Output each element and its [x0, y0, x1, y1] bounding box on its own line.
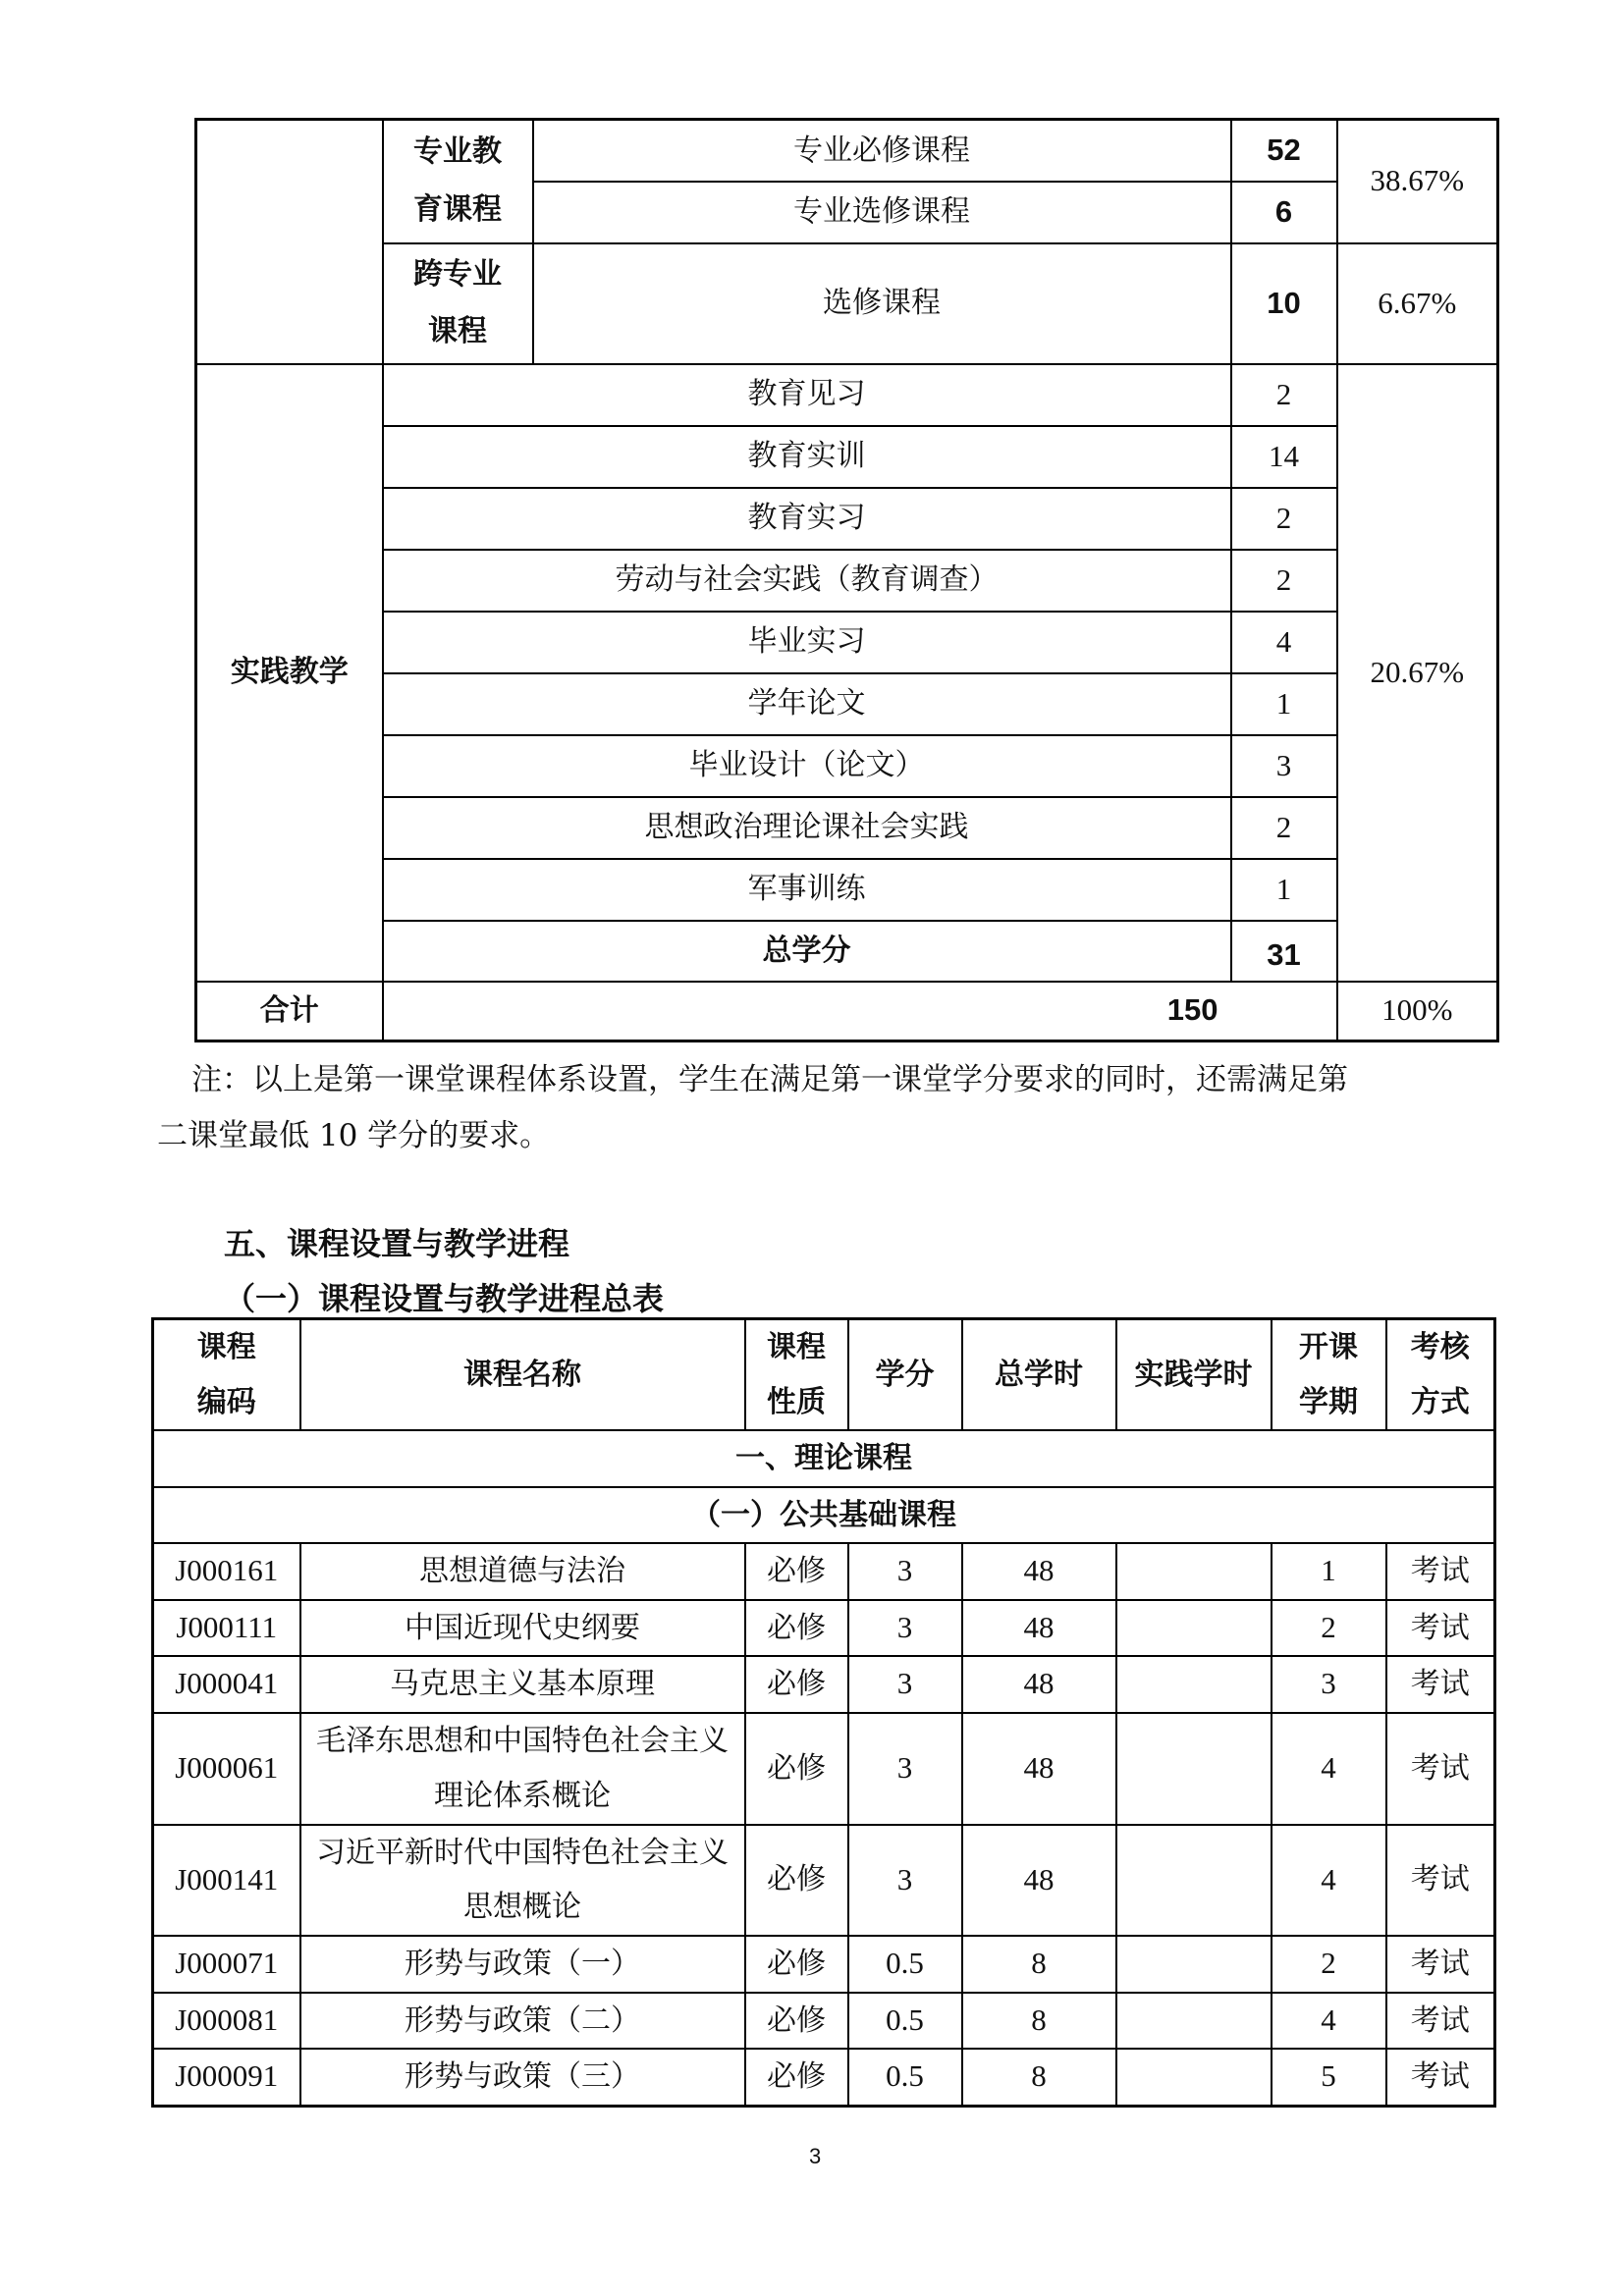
column-header — [962, 1319, 1116, 1431]
subsection-heading: （一）课程设置与教学进程总表 — [224, 1280, 665, 1317]
credits-cell: 52 — [1231, 120, 1337, 182]
course-hours: 48 — [962, 1656, 1116, 1713]
practice-item-name: 劳动与社会实践（教育调查） — [383, 550, 1231, 612]
cell-line: 跨专业 — [413, 256, 502, 292]
table-row — [196, 550, 1498, 612]
course-hours: 48 — [962, 1713, 1116, 1825]
course-term: 2 — [1272, 1936, 1386, 1993]
section-heading: 五、课程设置与教学进程 — [224, 1225, 570, 1262]
course-type: 必修 — [745, 1825, 848, 1936]
credits-cell: 3 — [1231, 735, 1337, 797]
credits-cell: 14 — [1231, 426, 1337, 488]
group-cell-blank — [196, 120, 383, 364]
course-hours: 8 — [962, 1993, 1116, 2050]
practice-item-name: 思想政治理论课社会实践 — [383, 797, 1231, 859]
course-code: J000041 — [153, 1656, 300, 1713]
sum-label: 合计 — [196, 982, 383, 1041]
course-type: 必修 — [745, 1656, 848, 1713]
course-practice-hours — [1116, 1543, 1272, 1600]
table-row — [153, 1430, 1495, 1487]
course-term: 4 — [1272, 1993, 1386, 2050]
course-practice-hours — [1116, 1713, 1272, 1825]
course-name — [300, 1543, 745, 1600]
section-row: 一、理论课程 — [153, 1430, 1495, 1487]
cell-line: 课程 — [196, 1330, 256, 1364]
credits-cell: 1 — [1231, 859, 1337, 921]
course-name — [300, 1993, 745, 2050]
course-exam: 考试 — [1386, 1600, 1495, 1657]
course-credits: 3 — [848, 1656, 962, 1713]
column-header — [300, 1319, 745, 1431]
course-exam: 考试 — [1386, 2049, 1495, 2106]
table-row — [196, 120, 1498, 182]
course-term: 1 — [1272, 1543, 1386, 1600]
course-credits: 3 — [848, 1713, 962, 1825]
cell-line: 总学时 — [995, 1357, 1083, 1392]
course-credits: 3 — [848, 1825, 962, 1936]
table-row — [153, 1656, 1495, 1713]
course-credits: 0.5 — [848, 1993, 962, 2050]
cell-line: 专业教 — [413, 134, 502, 170]
cell-line: 方式 — [1410, 1384, 1470, 1419]
course-exam: 考试 — [1386, 1825, 1495, 1936]
cell-line: 马克思主义基本原理 — [390, 1667, 655, 1701]
course-code: J000081 — [153, 1993, 300, 2050]
course-category-name: 选修课程 — [533, 243, 1231, 364]
cell-line: 性质 — [767, 1384, 826, 1419]
course-practice-hours — [1116, 1600, 1272, 1657]
course-code: J000111 — [153, 1600, 300, 1657]
table-row — [196, 921, 1498, 982]
percent-cell: 20.67% — [1337, 364, 1498, 982]
course-code: J000061 — [153, 1713, 300, 1825]
credit-summary-table — [194, 118, 1499, 1042]
course-type: 必修 — [745, 1993, 848, 2050]
table-row — [153, 2049, 1495, 2106]
cell-line: 编码 — [196, 1384, 256, 1419]
cell-line: 学分 — [875, 1357, 935, 1392]
table-row — [153, 1487, 1495, 1543]
course-name — [300, 1656, 745, 1713]
credits-cell: 2 — [1231, 797, 1337, 859]
course-practice-hours — [1116, 2049, 1272, 2106]
course-term: 3 — [1272, 1656, 1386, 1713]
course-category-name: 专业选修课程 — [533, 182, 1231, 243]
course-code: J000141 — [153, 1825, 300, 1936]
credits-cell: 2 — [1231, 488, 1337, 550]
practice-total-label: 总学分 — [383, 921, 1231, 982]
table-row — [153, 1319, 1495, 1431]
cell-line: 实践学时 — [1134, 1357, 1253, 1392]
sum-credits: 150 — [383, 982, 1337, 1041]
course-credits: 0.5 — [848, 1936, 962, 1993]
column-header — [1116, 1319, 1272, 1431]
practice-item-name: 教育实训 — [383, 426, 1231, 488]
cell-line: 思想道德与法治 — [419, 1554, 625, 1588]
table-row — [196, 612, 1498, 673]
course-exam: 考试 — [1386, 1543, 1495, 1600]
table-row — [196, 488, 1498, 550]
table-row — [196, 673, 1498, 735]
column-header — [848, 1319, 962, 1431]
practice-item-name: 军事训练 — [383, 859, 1231, 921]
course-name — [300, 2049, 745, 2106]
course-exam: 考试 — [1386, 1656, 1495, 1713]
course-practice-hours — [1116, 1993, 1272, 2050]
cell-line: 育课程 — [413, 191, 502, 227]
column-header — [153, 1319, 300, 1431]
course-hours: 48 — [962, 1825, 1116, 1936]
table-row — [153, 1993, 1495, 2050]
course-code: J000161 — [153, 1543, 300, 1600]
course-type: 必修 — [745, 1600, 848, 1657]
credits-cell: 1 — [1231, 673, 1337, 735]
course-term: 4 — [1272, 1825, 1386, 1936]
credits-cell: 4 — [1231, 612, 1337, 673]
credits-cell: 2 — [1231, 364, 1337, 426]
course-hours: 8 — [962, 2049, 1116, 2106]
course-code: J000091 — [153, 2049, 300, 2106]
course-hours: 48 — [962, 1600, 1116, 1657]
percent-cell: 38.67% — [1337, 120, 1498, 243]
credits-cell: 10 — [1231, 243, 1337, 364]
subgroup-cell — [383, 243, 533, 364]
column-header — [1272, 1319, 1386, 1431]
cell-line: 课程 — [767, 1330, 826, 1364]
cell-line: 思想概论 — [463, 1890, 581, 1924]
note-line-1: 注：以上是第一课堂课程体系设置，学生在满足第一课堂学分要求的同时，还需满足第 — [191, 1062, 1348, 1097]
course-type: 必修 — [745, 1713, 848, 1825]
table-row — [196, 982, 1498, 1041]
table-row — [153, 1600, 1495, 1657]
credits-cell: 6 — [1231, 182, 1337, 243]
practice-item-name: 教育见习 — [383, 364, 1231, 426]
practice-item-name: 毕业实习 — [383, 612, 1231, 673]
table-row — [153, 1713, 1495, 1825]
column-header — [1386, 1319, 1495, 1431]
course-name — [300, 1825, 745, 1936]
course-exam: 考试 — [1386, 1713, 1495, 1825]
course-hours: 48 — [962, 1543, 1116, 1600]
cell-line: 课程 — [428, 314, 487, 348]
cell-line: 毛泽东思想和中国特色社会主义 — [316, 1724, 729, 1758]
table-row — [196, 735, 1498, 797]
practice-item-name: 学年论文 — [383, 673, 1231, 735]
cell-line: 形势与政策（二） — [405, 2002, 640, 2038]
credits-cell: 2 — [1231, 550, 1337, 612]
percent-cell: 6.67% — [1337, 243, 1498, 364]
sum-percent: 100% — [1337, 982, 1498, 1041]
note-line-2: 二课堂最低 10 学分的要求。 — [157, 1118, 551, 1153]
course-exam: 考试 — [1386, 1993, 1495, 2050]
course-name — [300, 1600, 745, 1657]
course-category-name: 专业必修课程 — [533, 120, 1231, 182]
table-row — [196, 364, 1498, 426]
table-row — [153, 1825, 1495, 1936]
course-term: 4 — [1272, 1713, 1386, 1825]
course-term: 5 — [1272, 2049, 1386, 2106]
course-name — [300, 1936, 745, 1993]
table-row — [196, 426, 1498, 488]
table-row — [196, 859, 1498, 921]
table-row — [153, 1543, 1495, 1600]
cell-line: 中国近现代史纲要 — [405, 1610, 640, 1645]
course-term: 2 — [1272, 1600, 1386, 1657]
course-name — [300, 1713, 745, 1825]
course-practice-hours — [1116, 1936, 1272, 1993]
course-type: 必修 — [745, 1936, 848, 1993]
course-exam: 考试 — [1386, 1936, 1495, 1993]
cell-line: 形势与政策（三） — [405, 2059, 640, 2094]
course-practice-hours — [1116, 1825, 1272, 1936]
course-code: J000071 — [153, 1936, 300, 1993]
subsection-row: （一）公共基础课程 — [153, 1487, 1495, 1543]
cell-line: 形势与政策（一） — [405, 1946, 640, 1981]
course-credits: 0.5 — [848, 2049, 962, 2106]
practice-item-name: 毕业设计（论文） — [383, 735, 1231, 797]
practice-group-cell: 实践教学 — [196, 364, 383, 982]
table-row — [196, 797, 1498, 859]
course-schedule-table — [151, 1317, 1496, 2108]
practice-item-name: 教育实习 — [383, 488, 1231, 550]
cell-line: 课程名称 — [463, 1357, 581, 1392]
course-credits: 3 — [848, 1600, 962, 1657]
page-number: 3 — [809, 2144, 822, 2168]
table-row — [196, 243, 1498, 364]
course-hours: 8 — [962, 1936, 1116, 1993]
course-practice-hours — [1116, 1656, 1272, 1713]
column-header — [745, 1319, 848, 1431]
subgroup-cell — [383, 120, 533, 243]
cell-line: 习近平新时代中国特色社会主义 — [316, 1835, 729, 1870]
course-type: 必修 — [745, 2049, 848, 2106]
cell-line: 开课 — [1299, 1330, 1358, 1364]
cell-line: 学期 — [1299, 1384, 1358, 1419]
practice-total-credits: 31 — [1231, 921, 1337, 982]
course-type: 必修 — [745, 1543, 848, 1600]
cell-line: 理论体系概论 — [434, 1778, 611, 1813]
course-credits: 3 — [848, 1543, 962, 1600]
cell-line: 考核 — [1410, 1330, 1470, 1364]
table-row — [153, 1936, 1495, 1993]
